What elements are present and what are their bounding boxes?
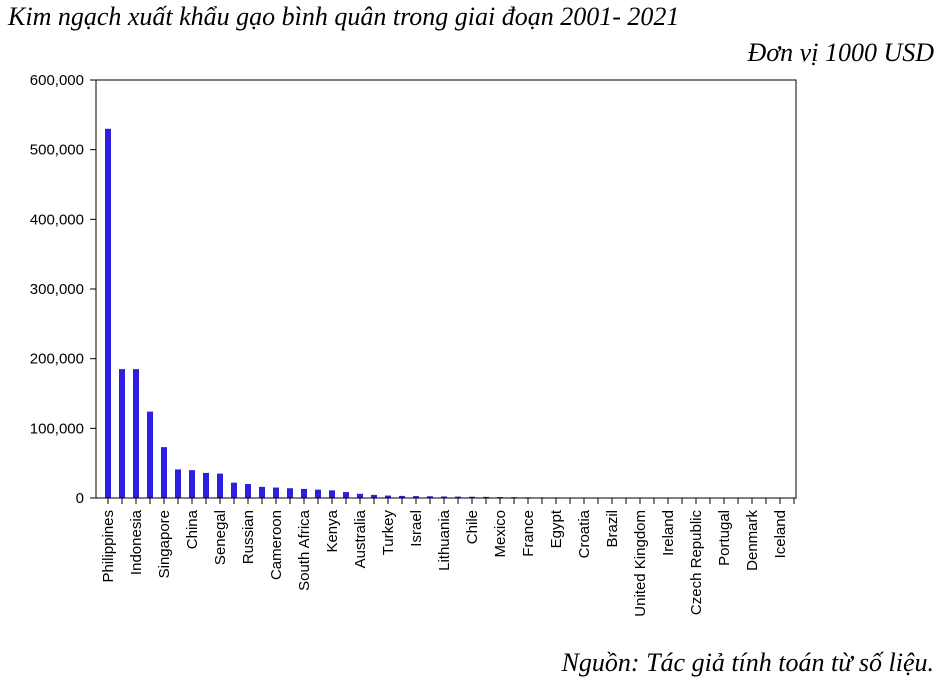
x-tick-label: Portugal <box>716 510 733 566</box>
bar <box>175 469 181 498</box>
x-tick-label: Philippines <box>100 510 117 583</box>
x-tick-label: Chile <box>464 510 481 545</box>
x-tick-label: Czech Republic <box>688 510 705 616</box>
x-tick-label: Iceland <box>772 510 789 559</box>
bar <box>287 488 293 498</box>
x-tick-label: Croatia <box>576 510 593 559</box>
x-tick-label: Kenya <box>324 510 341 553</box>
y-tick-label: 600,000 <box>29 72 84 89</box>
bar <box>147 412 153 498</box>
unit-label: Đơn vị 1000 USD <box>747 38 934 67</box>
x-axis-labels <box>100 498 794 617</box>
x-tick-label: Denmark <box>744 510 761 571</box>
x-tick-label: Indonesia <box>128 510 145 576</box>
y-tick-label: 0 <box>75 490 84 507</box>
bar <box>231 483 237 498</box>
y-axis-ticks <box>30 72 96 507</box>
x-tick-label: France <box>520 510 537 557</box>
bar <box>217 474 223 498</box>
x-tick-label: Russian <box>240 510 257 565</box>
bar <box>343 492 349 498</box>
y-tick-label: 100,000 <box>29 420 84 438</box>
bar <box>203 473 209 498</box>
x-tick-label: Senegal <box>212 510 229 566</box>
y-tick-label: 300,000 <box>29 281 84 298</box>
x-tick-label: United Kingdom <box>632 510 649 617</box>
bar <box>161 447 167 498</box>
x-tick-label: Turkey <box>380 510 397 556</box>
x-tick-label: Egypt <box>548 510 565 549</box>
chart-title: Kim ngạch xuất khẩu gạo bình quân trong giai đoạn 2001- 2021 <box>8 2 680 31</box>
plot-frame <box>96 80 796 498</box>
y-tick-label: 500,000 <box>29 141 84 159</box>
x-tick-label: Ireland <box>660 510 677 556</box>
x-tick-label: Mexico <box>492 510 509 558</box>
x-tick-label: Brazil <box>604 510 621 548</box>
bar <box>105 129 111 498</box>
x-tick-label: Lithuania <box>436 510 453 571</box>
source-note: Nguồn: Tác giả tính toán từ số liệu. <box>561 648 934 677</box>
x-tick-label: China <box>184 510 201 550</box>
bar <box>189 470 195 498</box>
x-tick-label: Australia <box>352 510 369 569</box>
x-tick-label: Cameroon <box>268 510 285 581</box>
x-tick-label: Israel <box>408 510 425 547</box>
bar <box>133 369 139 498</box>
bar <box>245 484 251 498</box>
bar <box>119 369 125 498</box>
x-tick-label: South Africa <box>296 510 313 591</box>
bar <box>259 487 265 498</box>
bar <box>329 490 335 498</box>
x-tick-label: Singapore <box>156 510 173 579</box>
bar <box>315 490 321 498</box>
y-tick-label: 200,000 <box>29 350 84 368</box>
bar <box>273 488 279 498</box>
bar <box>301 489 307 498</box>
y-tick-label: 400,000 <box>29 211 84 229</box>
bar <box>357 494 363 498</box>
bars-group <box>105 129 797 499</box>
